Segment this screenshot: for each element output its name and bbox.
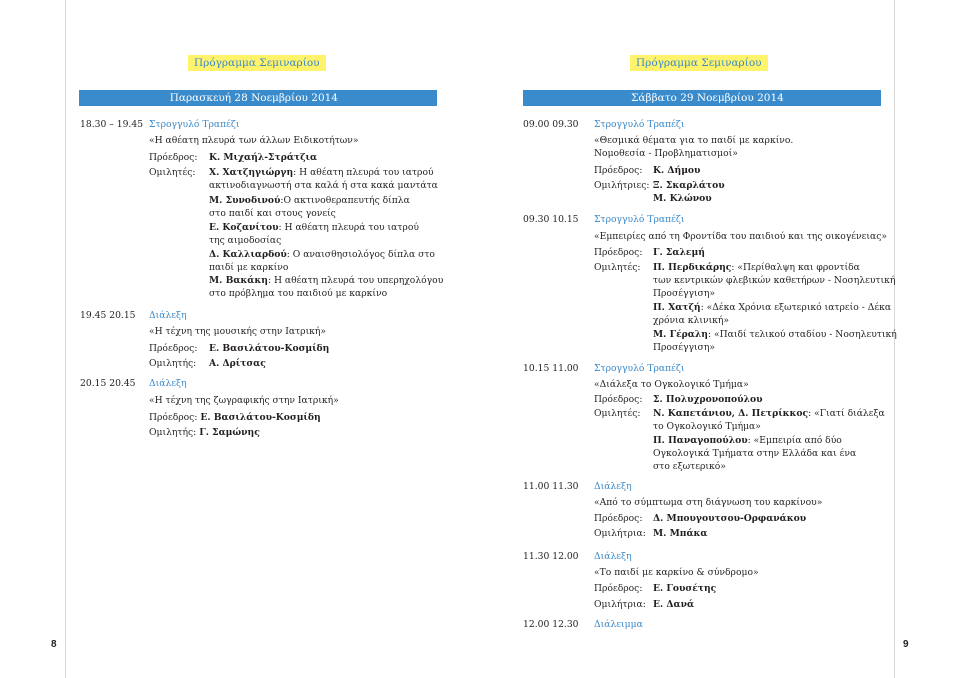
page-number: 8 [51,639,57,650]
speakers-label: Ομιλητές: [594,262,641,273]
chair-name: Ε. Βασιλάτου-Κοσμίδη [209,343,330,354]
speaker-topic-cont: στο εξωτερικό» [653,461,726,472]
session-title: «Από το σύμπτωμα στη διάγνωση του καρκίνου» [594,497,823,508]
speaker-topic: : Η αθέατη πλευρά του υπερηχολόγου [267,275,444,286]
session-time: 19.45 20.15 [80,310,136,321]
chair-name: Ε. Γουσέτης [653,583,717,594]
chair-name: Γ. Σαλεμή [653,247,705,258]
chair-name: Ε. Βασιλάτου-Κοσμίδη [200,412,321,423]
left-program-title: Πρόγραμμα Σεμιναρίου [188,55,326,71]
session-title: «Θεσμικά θέματα για το παιδί με καρκίνο. [594,135,794,146]
session-type: Διάλειμμα [594,619,643,630]
speaker-entry [209,274,443,287]
session-type: Διάλεξη [594,481,632,492]
speaker-name: Δ. Καλλιαρδού [209,249,287,260]
speaker-entry [209,194,410,207]
speaker-topic-cont: ακτινοδιαγνωστή στα καλά ή στα κακά μαντάτα [209,180,438,191]
session-title: «Το παιδί με καρκίνο & σύνδρομο» [594,567,759,578]
session-time: 10.15 11.00 [523,363,579,374]
session-title: «Η τέχνη της ζωγραφικής στην Ιατρική» [149,395,339,406]
chair-label: Πρόεδρος: [149,343,198,354]
speaker-topic-cont: Προσέγγιση» [653,288,715,299]
speaker-topic-cont: Προσέγγιση» [653,342,715,353]
chair-label: Πρόεδρος: [594,583,643,594]
speakers-label: Ομιλήτριες: [594,180,650,191]
speaker-topic-cont: Ογκολογικά Τμήματα στην Ελλάδα και ένα [653,448,857,459]
chair-label: Πρόεδρος: [149,412,198,423]
speaker-label: Ομιλήτρια: [594,599,646,610]
chair-label: Πρόεδρος: [149,152,198,163]
chair-name: Κ. Δήμου [653,165,701,176]
chair-name: Κ. Μιχαήλ-Στράτζια [209,152,318,163]
session-type: Διάλεξη [149,310,187,321]
speaker-entry [653,261,860,274]
speaker-name: Μ. Συνοδινού [209,195,281,206]
session-type: Στρογγυλό Τραπέζι [594,363,685,374]
speaker-entry [653,434,842,447]
speaker-name: Π. Παναγοπούλου [653,435,748,446]
speaker-entry [653,328,897,341]
session-time: 09.30 10.15 [523,214,579,225]
session-title: «Η τέχνη της μουσικής στην Ιατρική» [149,326,327,337]
right-program-title: Πρόγραμμα Σεμιναρίου [630,55,768,71]
speaker-name: Ξ. Σκαρλάτου [653,180,725,191]
speaker-name: Π. Περδικάρης [653,262,732,273]
speaker-name: Ε. Δανά [653,599,695,610]
speaker-name: Μ. Μπάκα [653,528,708,539]
speaker-topic-cont: το Ογκολογικό Τμήμα» [653,421,761,432]
speaker-topic: : Η αθέατη πλευρά του ιατρού [278,222,419,233]
speaker-entry [653,407,885,420]
speaker-entry [209,248,435,261]
page-number: 9 [903,639,909,650]
chair-label: Πρόεδρος: [594,394,643,405]
speaker-label: Ομιλητής: [149,427,197,438]
session-time: 11.00 11.30 [523,481,579,492]
session-time: 12.00 12.30 [523,619,579,630]
speaker-name: Μ. Γέραλη [653,329,708,340]
speaker-topic: : «Γιατί διάλεξα [808,408,885,419]
speaker-topic: : «Εμπειρία από δύο [747,435,842,446]
chair-entry [149,411,321,424]
speaker-label: Ομιλητής: [149,358,197,369]
session-time: 11.30 12.00 [523,551,579,562]
speaker-entry [209,166,434,179]
speaker-name: Ν. Καπετάνιου, Δ. Πετρίκκος [653,408,809,419]
speaker-label: Ομιλήτρια: [594,528,646,539]
session-title: «Διάλεξα το Ογκολογικό Τμήμα» [594,379,749,390]
speaker-name: Μ. Βακάκη [209,275,268,286]
speaker-topic-cont: στο πρόβλημα του παιδιού με καρκίνο [209,288,388,299]
session-type: Στρογγυλό Τραπέζι [594,214,685,225]
chair-label: Πρόεδρος: [594,513,643,524]
speaker-name: Α. Δρίτσας [209,358,266,369]
speaker-topic-cont: στο παιδί και στους γονείς [209,208,336,219]
speaker-topic: : «Περίθαλψη και φροντίδα [731,262,860,273]
speaker-entry [149,426,260,439]
session-title: «Εμπειρίες από τη Φροντίδα του παιδιού και της οικογένειας» [594,231,887,242]
session-type: Στρογγυλό Τραπέζι [594,119,685,130]
right-date-bar: Σάββατο 29 Νοεμβρίου 2014 [523,90,881,106]
session-title: «Η αθέατη πλευρά των άλλων Ειδικοτήτων» [149,135,359,146]
session-type: Διάλεξη [594,551,632,562]
speaker-name: Μ. Κλώνου [653,193,712,204]
left-date-bar: Παρασκευή 28 Νοεμβρίου 2014 [79,90,437,106]
left-page-edge-rule [65,0,66,678]
speaker-entry [653,301,891,314]
speaker-topic: : Ο αναισθησιολόγος δίπλα στο [286,249,435,260]
chair-label: Πρόεδρος: [594,165,643,176]
speaker-topic-cont: των κεντρικών φλεβικών καθετήρων - Νοσηλευτική [653,275,896,286]
session-type: Διάλεξη [149,378,187,389]
chair-name: Σ. Πολυχρονοπούλου [653,394,763,405]
speaker-topic-cont: της αιμοδοσίας [209,235,282,246]
speaker-name: Χ. Χατζηγιώργη [209,167,294,178]
chair-label: Πρόεδρος: [594,247,643,258]
speaker-topic: : Η αθέατη πλευρά του ιατρού [293,167,434,178]
speaker-topic-cont: παιδί με καρκίνο [209,262,289,273]
session-time: 20.15 20.45 [80,378,136,389]
speakers-label: Ομιλητές: [149,167,196,178]
speaker-name: Π. Χατζή [653,302,701,313]
session-time: 18.30 – 19.45 [80,119,144,130]
speaker-name: Ε. Κοζανίτου [209,222,279,233]
session-title-cont: Νομοθεσία - Προβληματισμοί» [594,148,738,159]
chair-name: Δ. Μπουγουτσου-Ορφανάκου [653,513,807,524]
speaker-topic: : «Παιδί τελικού σταδίου - Νοσηλευτική [707,329,897,340]
speaker-name: Γ. Σαμώνης [199,427,260,438]
speaker-topic: : «Δέκα Χρόνια εξωτερικό ιατρείο - Δέκα [700,302,892,313]
session-time: 09.00 09.30 [523,119,579,130]
speaker-topic: :Ο ακτινοθεραπευτής δίπλα [280,195,410,206]
speaker-topic-cont: χρόνια κλινική» [653,315,730,326]
speakers-label: Ομιλητές: [594,408,641,419]
session-type: Στρογγυλό Τραπέζι [149,119,240,130]
speaker-entry [209,221,419,234]
